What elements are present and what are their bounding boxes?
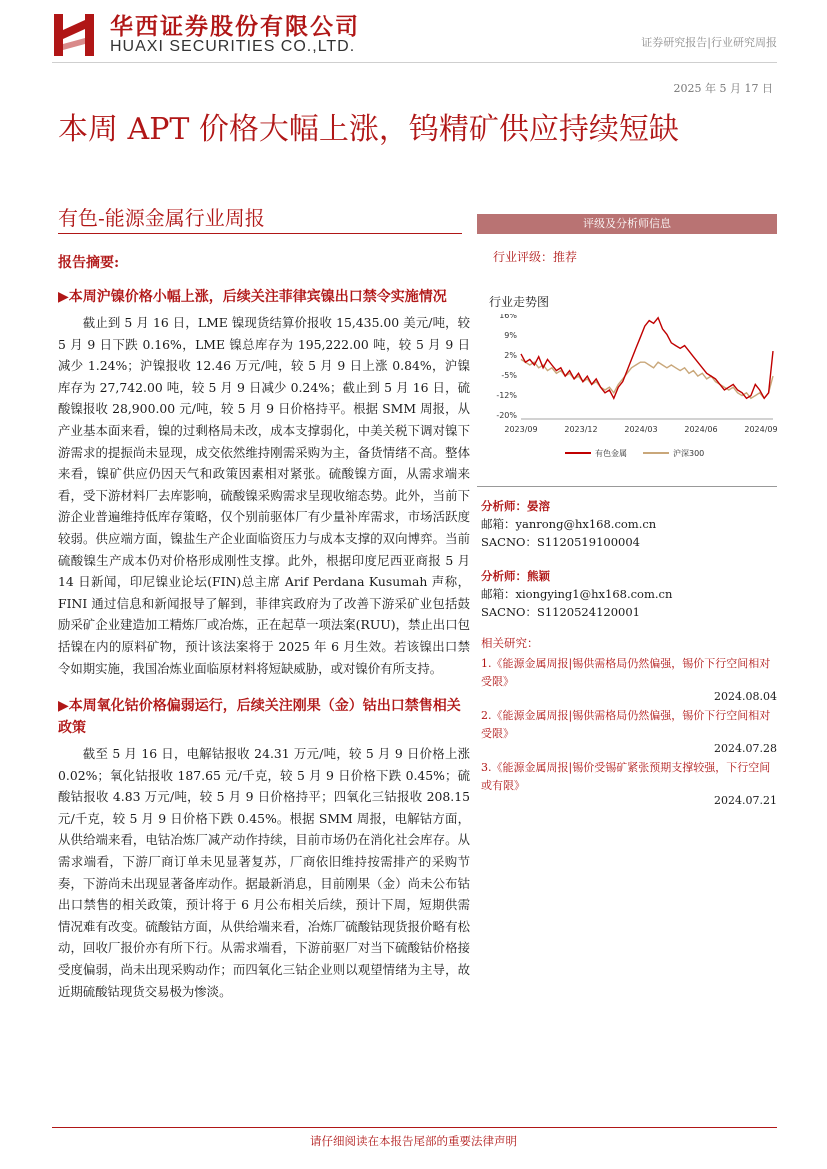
section-heading-cobalt: ▶本周氧化钴价格偏弱运行，后续关注刚果（金）钴出口禁售相关政策 [58, 698, 461, 737]
sidebar-divider [477, 486, 777, 487]
company-name-cn: 华西证券股份有限公司 [110, 14, 360, 40]
y-tick-label: -12% [496, 391, 517, 400]
summary-column [58, 252, 470, 1018]
analyst-email[interactable]: 邮箱：xiongying1@hx168.com.cn [481, 587, 673, 601]
related-item-text[interactable]: 1.《能源金属周报|锡供需格局仍然偏强，锡价下行空间相对受限》 [481, 657, 771, 688]
x-tick-label: 2024/09 [744, 425, 777, 434]
related-item-text[interactable]: 3.《能源金属周报|锡价受锡矿紧张预期支撑较强，下行空间或有限》 [481, 761, 771, 792]
section-heading-nickel: ▶本周沪镍价格小幅上涨，后续关注菲律宾镍出口禁令实施情况 [58, 289, 447, 305]
report-title: 本周 APT 价格大幅上涨，钨精矿供应持续短缺 [58, 112, 679, 147]
report-type: 证券研究报告|行业研究周报 [641, 36, 777, 49]
sidebar-header: 评级及分析师信息 [477, 214, 777, 234]
series-layer [521, 318, 773, 399]
y-tick-label: -20% [496, 411, 517, 420]
trend-chart-label: 行业走势图 [489, 295, 550, 309]
related-item-text[interactable]: 2.《能源金属周报|锡供需格局仍然偏强，锡价下行空间相对受限》 [481, 709, 771, 740]
related-item[interactable] [477, 655, 777, 703]
y-tick-label: 2% [504, 351, 517, 360]
analyst-email[interactable]: 邮箱：yanrong@hx168.com.cn [481, 517, 657, 531]
analyst-sacno: SACNO：S1120519100004 [481, 535, 640, 549]
industry-rating: 行业评级：推荐 [493, 250, 578, 264]
legend-label-nonferrous: 有色金属 [595, 449, 627, 458]
report-subtitle: 有色-能源金属行业周报 [58, 206, 265, 230]
x-tick-label: 2023/12 [564, 425, 598, 434]
related-item-date: 2024.07.28 [714, 742, 777, 755]
y-tick-label: 16% [499, 314, 517, 320]
analyst-name: 分析师：熊颖 [481, 569, 550, 583]
related-research-title: 相关研究： [481, 636, 539, 650]
related-item-date: 2024.07.21 [714, 794, 777, 807]
analyst-sacno: SACNO：S1120524120001 [481, 605, 640, 619]
company-logo [52, 10, 96, 58]
related-item[interactable] [477, 707, 777, 755]
analyst-block-1 [481, 497, 777, 551]
x-tick-labels [504, 425, 777, 434]
footer-disclaimer: 请仔细阅读在本报告尾部的重要法律声明 [310, 1134, 517, 1148]
legend-label-csi300: 沪深300 [673, 449, 705, 458]
section-body-nickel: 截止到 5 月 16 日，LME 镍现货结算价报收 15,435.00 美元/吨，较 5 月 9 日下跌 0.16%，LME 镍总库存为 195,222.00 吨，较 5 月 9 日减少 1.24%；沪镍报收 12.46 万元/吨，较 5 月 9 日上涨 0.84%，沪镍库存为 27,742.00 吨，较 5 月 9 日减少 0.24%；截止到 5 月 16 日，硫酸镍报收 28,900.00 元/吨，较 5 月 9 日价格持平。根据 SMM 周报，从产业基本面来看，镍的过剩格局未改，成本支撑弱化，中美关税下调对镍下游需求的提振尚未显现，成交依然维持刚需采购为主，备货情绪不高。整体来看，镍矿供应仍因天气和政策因素相对紧张。硫酸镍方面，从需求端来看，受下游材料厂去库影响，硫酸镍采购需求呈现收缩态势。此外，当前下游企业普遍维持低库存策略，仅个别前驱体厂有少量补库需求，市场活跃度较弱。供应端方面，镍盐生产企业面临资压力与成本支撑的双向博弈。当前硫酸镍生产成本仍对价格形成刚性支撑。此外，根据印度尼西亚商报 5 月 14 日新闻，印尼镍业论坛(FIN)总主席 Arif Perdana Kusumah 声称，FINI 通过信息和新闻报导了解到，菲律宾政府为了改善下游采矿业包括鼓励采矿企业建造加工精炼厂或冶炼，正在起草一项法案(RUU)，禁止出口包括镍在内的原料矿物，预计该法案将于 2025 年 6 月生效。若该镍出口禁令如期实施，我国冶炼业面临原材料将短缺威胁，或对镍价有所支持。 [58, 315, 470, 676]
trend-chart [477, 314, 777, 474]
y-tick-labels [496, 314, 517, 420]
sidebar [477, 214, 777, 811]
related-item[interactable] [477, 759, 777, 807]
header-divider [52, 62, 777, 63]
analyst-block-2 [481, 567, 777, 621]
x-tick-label: 2024/06 [684, 425, 718, 434]
series-line-csi300 [521, 359, 773, 398]
y-tick-label: -5% [501, 371, 517, 380]
subtitle-divider [58, 233, 462, 234]
y-tick-label: 9% [504, 331, 517, 340]
report-date: 2025 年 5 月 17 日 [673, 82, 773, 95]
series-line-nonferrous [521, 318, 773, 399]
x-tick-label: 2023/09 [504, 425, 538, 434]
section-body-cobalt: 截至 5 月 16 日，电解钴报收 24.31 万元/吨，较 5 月 9 日价格上涨 0.02%；氧化钴报收 187.65 元/千克，较 5 月 9 日价格下跌 0.45%；硫酸钴报收 4.83 万元/吨，较 5 月 9 日价格持平；四氧化三钴报收 208.15 元/千克，较 5 月 9 日价格下跌 0.45%。根据 SMM 周报，电解钴方面，从供给端来看，电钴冶炼厂减产动作持续，目前市场仍在消化社会库存。从需求端看，下游厂商订单未见显著复苏，厂商依旧维持按需排产的采购节奏，下游尚未出现显著备库动作。据最新消息，目前刚果（金）尚未公布钴出口禁售的相关政策，预计将于 6 月公布相关后续，预计下周，短期供需情况难有改变。硫酸钴方面，从供给端来看，冶炼厂硫酸钴现货报价略有松动，回收厂报价亦有所下行。从需求端看，下游前驱厂对当下硫酸钴价格接受度偏弱，尚未出现采购动作；而四氧化三钴企业则以观望情绪为主导，故近期硫酸钴现货交易极为惨淡。 [58, 746, 470, 999]
analyst-name: 分析师：晏溶 [481, 499, 550, 513]
company-name-en: HUAXI SECURITIES CO.,LTD. [110, 38, 356, 55]
summary-label: 报告摘要: [58, 255, 120, 271]
related-item-date: 2024.08.04 [714, 690, 777, 703]
footer-divider [52, 1127, 777, 1128]
x-tick-label: 2024/03 [624, 425, 658, 434]
legend [565, 448, 704, 458]
